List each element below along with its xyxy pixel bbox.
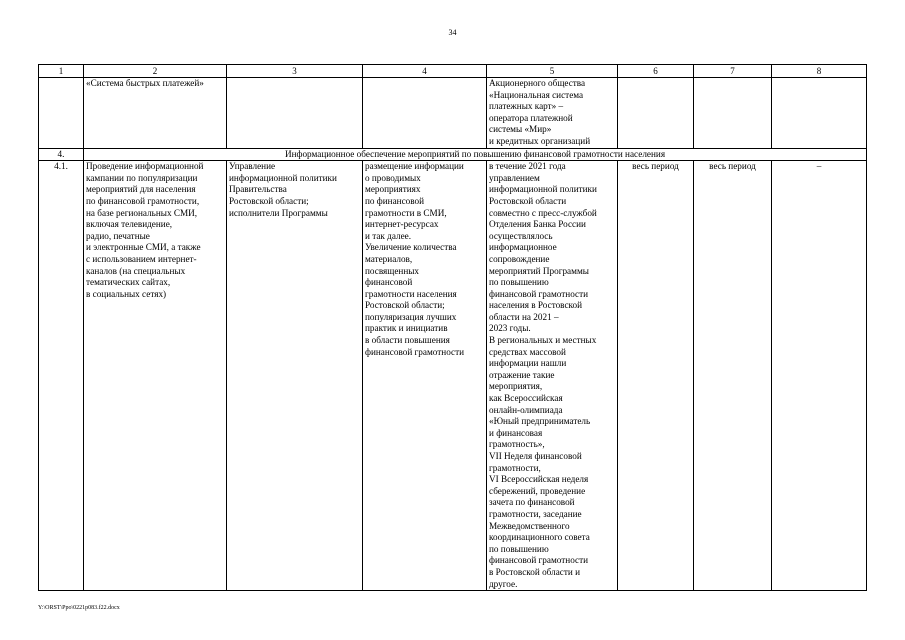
cont-result-cell [363, 78, 487, 149]
page-number: 34 [448, 28, 457, 37]
item-period-cell: весь период [618, 161, 694, 591]
header-cell-4: 4 [363, 65, 487, 78]
item-period2-cell: весь период [694, 161, 772, 591]
header-row [39, 65, 867, 78]
header-cell-8: 8 [772, 65, 867, 78]
item-info-cell: в течение 2021 года управлением информационной политики Ростовской области совместно с пресс-службой Отделения Банка России осуществлялось информационное сопровождение мероприятий Программы по повышению финансовой грамотности населения в Ростовской области на 2021 – 2023 годы. В региональных и местных средствах массовой информации нашли отражение такие мероприятия, как Всероссийская онлайн-олимпиада «Юный предприниматель и финансовая грамотность», VII Неделя финансовой грамотности, VI Всероссийская неделя сбережений, проведение зачета по финансовой грамотности, заседание Межведомственного координационного совета по повышению финансовой грамотности в Ростовской области и другое. [487, 161, 618, 591]
item-result-cell: размещение информации о проводимых мероприятиях по финансовой грамотности в СМИ, интернет-ресурсах и так далее. Увеличение количества материалов, посвященных финансовой грамотности населения Ростовской области; популяризация лучших практик и инициатив в области повышения финансовой грамотности [363, 161, 487, 591]
section-row [39, 148, 867, 161]
item-note-cell: – [772, 161, 867, 591]
cont-note-cell [772, 78, 867, 149]
item-executor-cell: Управление информационной политики Правительства Ростовской области; исполнители Программы [227, 161, 363, 591]
header-cell-5: 5 [487, 65, 618, 78]
continuation-row [39, 78, 867, 149]
report-table [38, 64, 867, 591]
cont-executor-cell [227, 78, 363, 149]
item-row [39, 161, 867, 591]
header-cell-6: 6 [618, 65, 694, 78]
cont-period2-cell [694, 78, 772, 149]
cont-period-cell [618, 78, 694, 149]
header-cell-3: 3 [227, 65, 363, 78]
cont-measure-cell: «Система быстрых платежей» [84, 78, 227, 149]
item-measure-cell: Проведение информационной кампании по популяризации мероприятий для населения по финансовой грамотности, на базе региональных СМИ, включая телевидение, радио, печатные и электронные СМИ, а также с использованием интернет- каналов (на специальных тематических сайтах, в социальных сетях) [84, 161, 227, 591]
header-cell-1: 1 [39, 65, 84, 78]
footer-file-path: Y:\ORST\Ppo\0221p083.f22.docx [38, 605, 120, 611]
header-cell-2: 2 [84, 65, 227, 78]
section-number: 4. [39, 148, 84, 161]
cont-num-cell [39, 78, 84, 149]
item-number: 4.1. [39, 161, 84, 591]
section-title: Информационное обеспечение мероприятий по повышению финансовой грамотности населения [84, 148, 867, 161]
header-cell-7: 7 [694, 65, 772, 78]
cont-info-cell: Акционерного общества «Национальная система платежных карт» – оператора платежной системы «Мир» и кредитных организаций [487, 78, 618, 149]
